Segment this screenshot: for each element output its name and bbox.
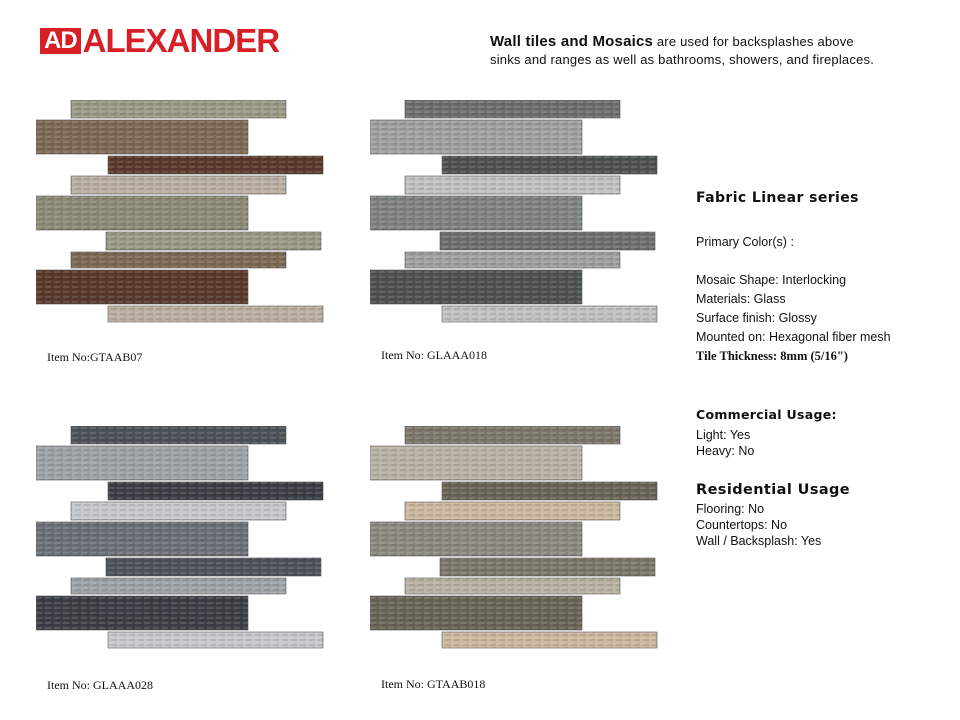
mosaic-strip-texture bbox=[71, 252, 286, 268]
mosaic-strip-texture bbox=[36, 596, 248, 630]
item-caption-2: Item No: GLAAA018 bbox=[381, 348, 487, 362]
residential-backsplash: Wall / Backsplash: Yes bbox=[696, 534, 822, 548]
materials: Materials: Glass bbox=[696, 292, 786, 306]
mosaic-strip-texture bbox=[106, 232, 321, 250]
mosaic-strip-texture bbox=[405, 502, 620, 520]
surface-finish: Surface finish: Glossy bbox=[696, 311, 817, 325]
tile-image-2 bbox=[370, 100, 660, 330]
item-caption-3: Item No: GLAAA028 bbox=[47, 678, 153, 692]
mosaic-strip-texture bbox=[442, 632, 657, 648]
commercial-light: Light: Yes bbox=[696, 428, 751, 442]
mosaic-strip-texture bbox=[71, 100, 286, 118]
intro-lead: Wall tiles and Mosaics bbox=[490, 33, 654, 50]
intro-line1: are used for backsplashes above bbox=[653, 34, 854, 49]
intro-line2: sinks and ranges as well as bathrooms, showers, and fireplaces. bbox=[490, 52, 875, 67]
mosaic-strip-texture bbox=[36, 196, 248, 230]
item-caption-1: Item No:GTAAB07 bbox=[47, 350, 143, 364]
mosaic-strip-texture bbox=[36, 522, 248, 556]
brand-logo bbox=[40, 22, 280, 59]
brand-name: ALEXANDER bbox=[82, 22, 280, 59]
item-caption-4: Item No: GTAAB018 bbox=[381, 677, 486, 691]
commercial-heavy: Heavy: No bbox=[696, 444, 755, 458]
tile-image-4 bbox=[370, 426, 660, 656]
mosaic-strip-texture bbox=[405, 176, 620, 194]
mosaic-strip-texture bbox=[36, 270, 248, 304]
mounted-on: Mounted on: Hexagonal fiber mesh bbox=[696, 330, 891, 344]
commercial-usage-title: Commercial Usage: bbox=[696, 407, 837, 422]
mosaic-strip-texture bbox=[442, 156, 657, 174]
mosaic-strip-texture bbox=[36, 120, 248, 154]
mosaic-strip-texture bbox=[108, 156, 323, 174]
mosaic-strip-texture bbox=[71, 426, 286, 444]
mosaic-strip-texture bbox=[405, 578, 620, 594]
mosaic-strip-texture bbox=[370, 270, 582, 304]
mosaic-strip-texture bbox=[71, 176, 286, 194]
mosaic-strip-texture bbox=[71, 502, 286, 520]
intro-text bbox=[490, 33, 930, 69]
mosaic-strip-texture bbox=[106, 558, 321, 576]
residential-flooring: Flooring: No bbox=[696, 502, 765, 516]
tile-thickness: Tile Thickness: 8mm (5/16") bbox=[696, 349, 848, 363]
series-title: Fabric Linear series bbox=[696, 190, 859, 206]
mosaic-strip-texture bbox=[370, 522, 582, 556]
mosaic-strip-texture bbox=[442, 482, 657, 500]
mosaic-strip-texture bbox=[108, 482, 323, 500]
tile-image-1 bbox=[36, 100, 326, 330]
mosaic-strip-texture bbox=[442, 306, 657, 322]
brand-mark: AD bbox=[40, 28, 81, 54]
mosaic-strip-texture bbox=[36, 446, 248, 480]
mosaic-strip-texture bbox=[370, 196, 582, 230]
mosaic-shape: Mosaic Shape: Interlocking bbox=[696, 273, 847, 287]
residential-countertops: Countertops: No bbox=[696, 518, 788, 532]
mosaic-strip-texture bbox=[370, 446, 582, 480]
mosaic-strip-texture bbox=[405, 252, 620, 268]
primary-color: Primary Color(s) : bbox=[696, 235, 794, 249]
mosaic-strip-texture bbox=[108, 306, 323, 322]
mosaic-strip-texture bbox=[370, 596, 582, 630]
mosaic-strip-texture bbox=[370, 120, 582, 154]
mosaic-strip-texture bbox=[405, 426, 620, 444]
mosaic-strip-texture bbox=[71, 578, 286, 594]
mosaic-strip-texture bbox=[108, 632, 323, 648]
tile-image-3 bbox=[36, 426, 326, 656]
mosaic-strip-texture bbox=[405, 100, 620, 118]
mosaic-strip-texture bbox=[440, 232, 655, 250]
mosaic-strip-texture bbox=[440, 558, 655, 576]
residential-usage-title: Residential Usage bbox=[696, 482, 851, 498]
